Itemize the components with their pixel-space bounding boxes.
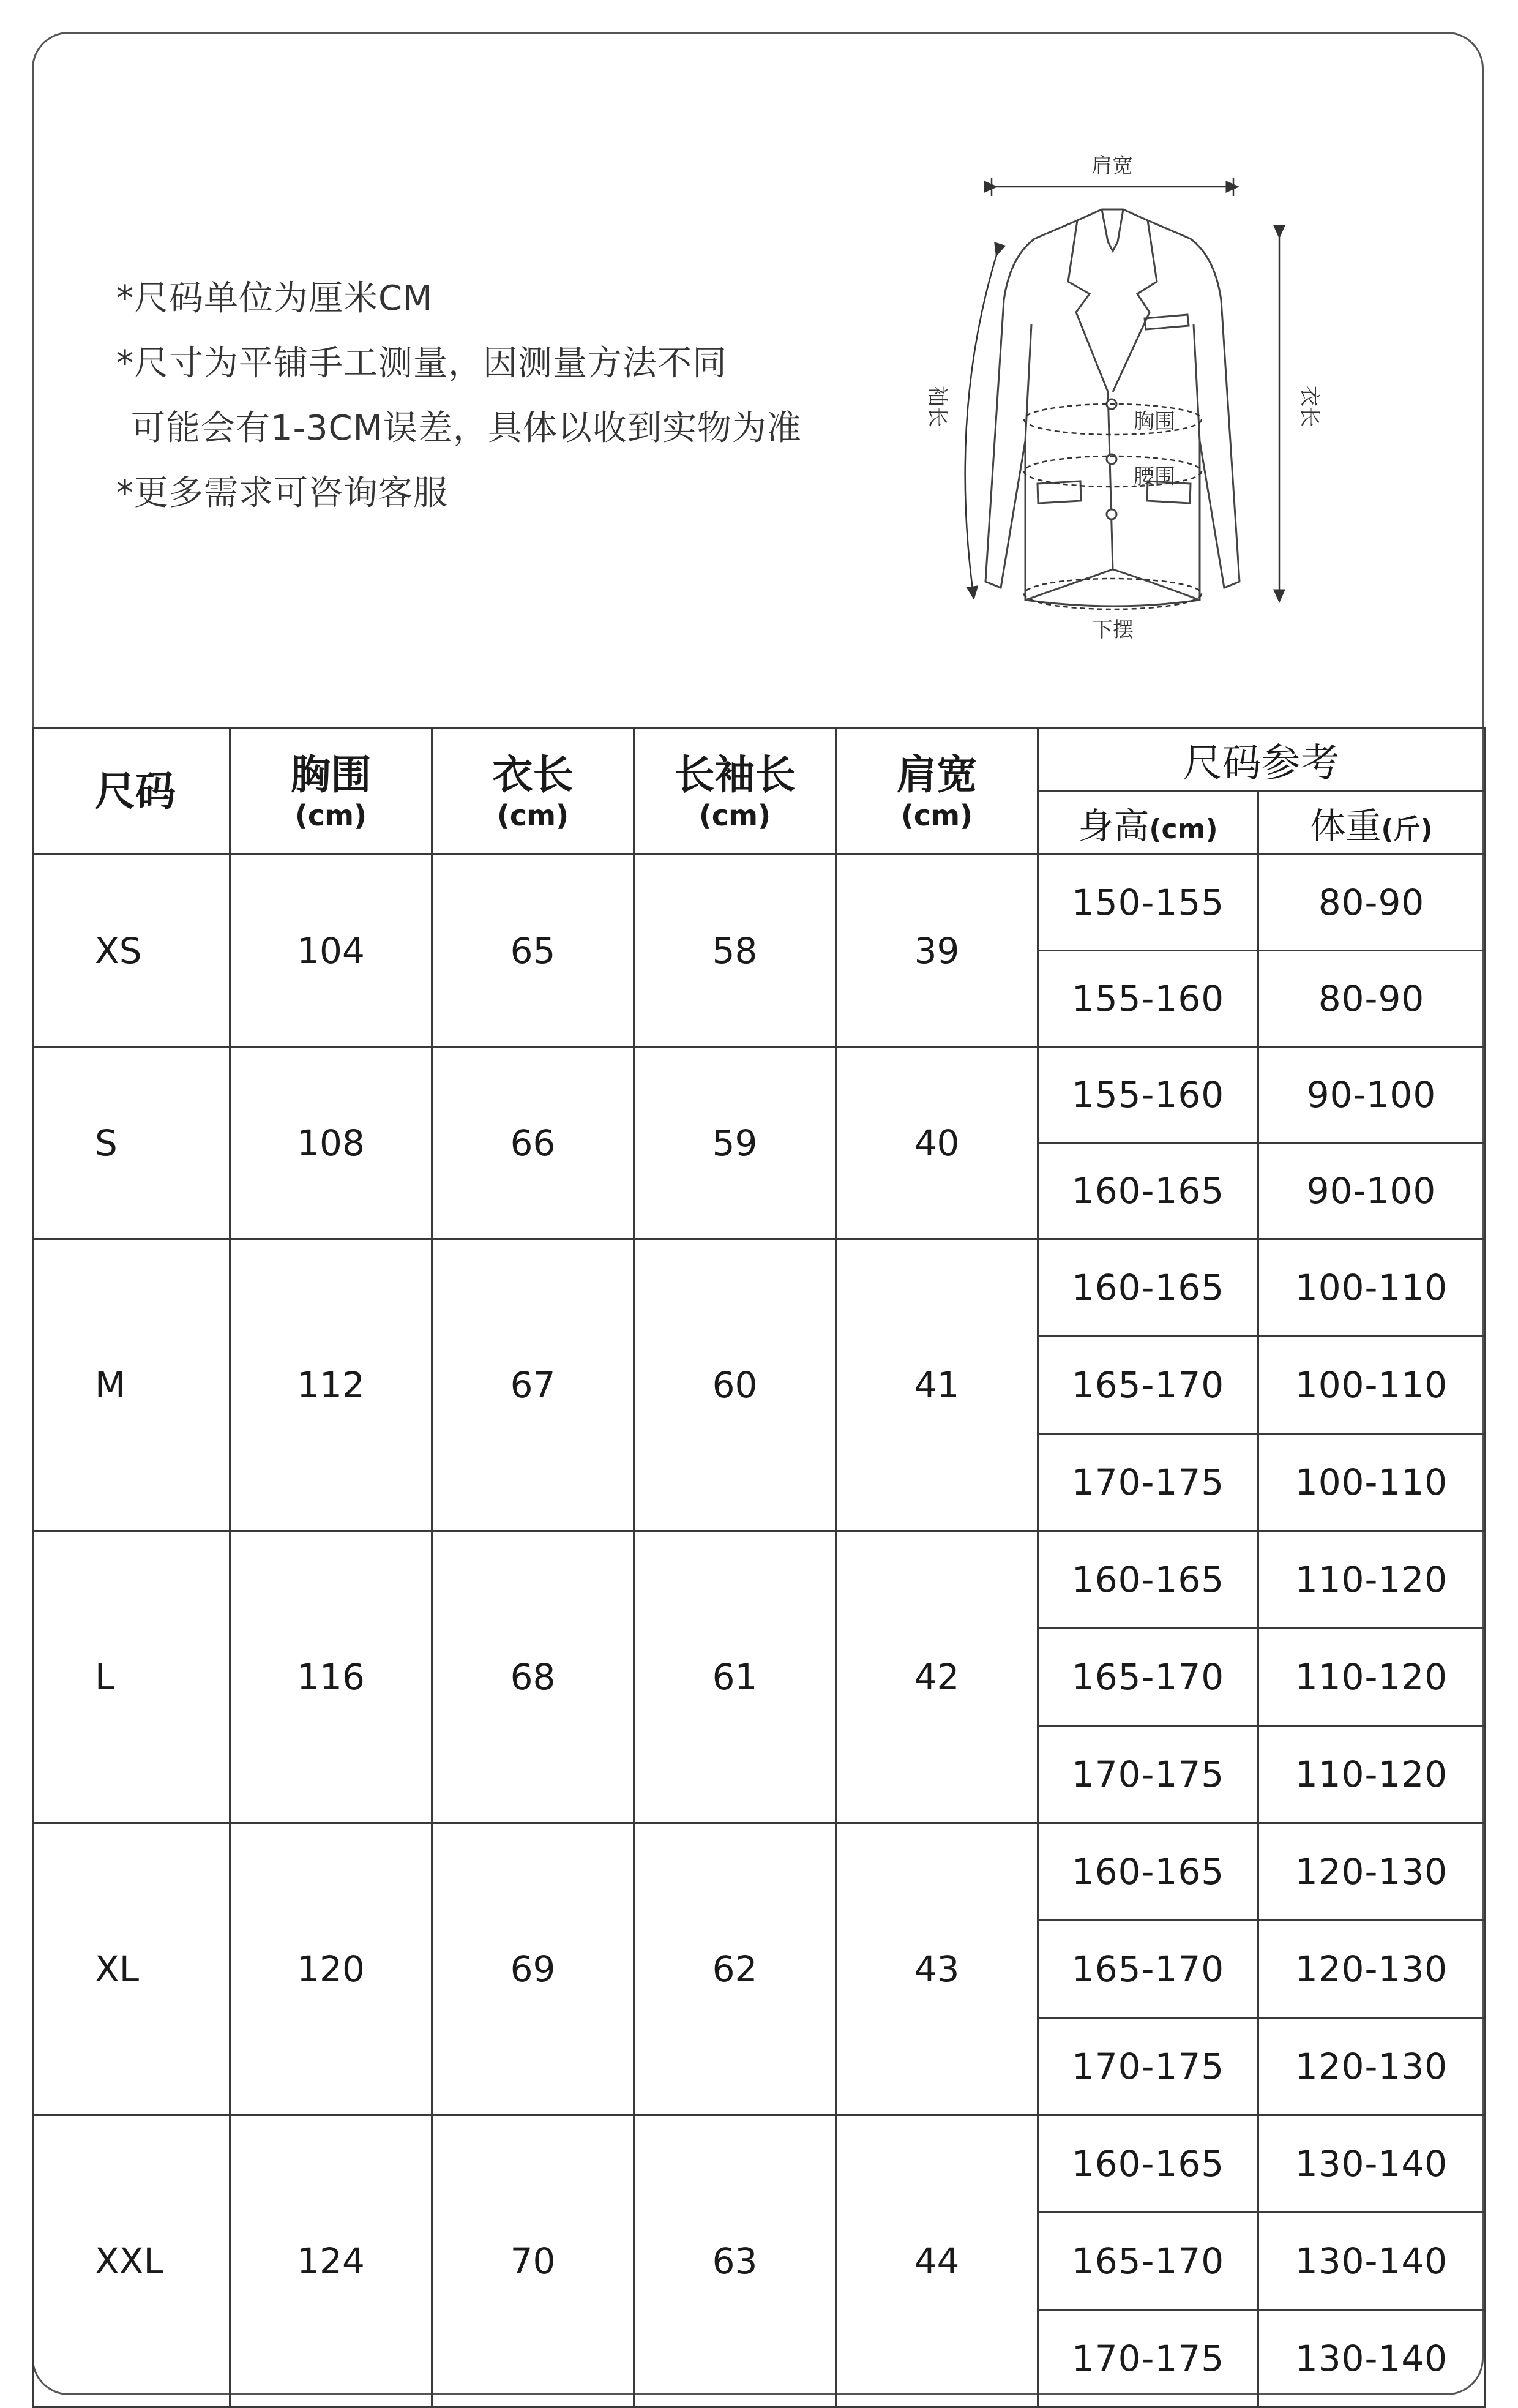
header-row — [33, 729, 1485, 792]
header-shoulder: 肩宽 (cm) — [836, 729, 1038, 855]
cell-weight: 110-120 — [1258, 1531, 1485, 1629]
cell-weight: 110-120 — [1258, 1629, 1485, 1726]
cell-height: 160-165 — [1038, 1823, 1258, 1921]
cell-chest: 124 — [230, 2115, 432, 2407]
cell-height: 155-160 — [1038, 951, 1258, 1047]
table-row — [33, 855, 1485, 951]
cell-sleeve: 58 — [634, 855, 836, 1047]
cell-height: 160-165 — [1038, 1531, 1258, 1629]
cell-height: 165-170 — [1038, 1921, 1258, 2018]
cell-chest: 104 — [230, 855, 432, 1047]
cell-size: XS — [33, 855, 230, 1047]
cell-sleeve: 59 — [634, 1047, 836, 1239]
jacket-illustration — [894, 141, 1359, 649]
size-notes — [116, 266, 802, 526]
cell-size: S — [33, 1047, 230, 1239]
table-row — [33, 1047, 1485, 1143]
table-row — [33, 2115, 1485, 2213]
cell-height: 170-175 — [1038, 1434, 1258, 1531]
note-service: *更多需求可咨询客服 — [116, 473, 448, 513]
cell-weight: 110-120 — [1258, 1726, 1485, 1823]
cell-weight: 130-140 — [1258, 2310, 1485, 2407]
cell-length: 70 — [432, 2115, 634, 2407]
cell-weight: 120-130 — [1258, 1823, 1485, 1921]
cell-weight: 130-140 — [1258, 2213, 1485, 2310]
cell-chest: 116 — [230, 1531, 432, 1823]
cell-shoulder: 41 — [836, 1239, 1038, 1531]
cell-size: XL — [33, 1823, 230, 2115]
cell-height: 150-155 — [1038, 855, 1258, 951]
cell-weight: 120-130 — [1258, 2018, 1485, 2115]
cell-weight: 80-90 — [1258, 855, 1485, 951]
cell-weight: 90-100 — [1258, 1047, 1485, 1143]
cell-shoulder: 44 — [836, 2115, 1038, 2407]
cell-length: 66 — [432, 1047, 634, 1239]
note-unit: *尺码单位为厘米CM — [116, 279, 433, 318]
header-sleeve: 长袖长 (cm) — [634, 729, 836, 855]
cell-weight: 90-100 — [1258, 1143, 1485, 1239]
cell-weight: 120-130 — [1258, 1921, 1485, 2018]
cell-length: 65 — [432, 855, 634, 1047]
header-height: 身高(cm) — [1038, 792, 1258, 855]
note-tolerance: 可能会有1-3CM误差，具体以收到实物为准 — [131, 408, 802, 448]
note-measurement: *尺寸为平铺手工测量，因测量方法不同 — [116, 343, 727, 383]
header-chest: 胸围 (cm) — [230, 729, 432, 855]
label-hem: 下摆 — [1092, 618, 1134, 642]
cell-size: XXL — [33, 2115, 230, 2407]
cell-height: 160-165 — [1038, 1239, 1258, 1337]
cell-sleeve: 63 — [634, 2115, 836, 2407]
cell-weight: 100-110 — [1258, 1434, 1485, 1531]
cell-shoulder: 43 — [836, 1823, 1038, 2115]
cell-chest: 112 — [230, 1239, 432, 1531]
cell-size: L — [33, 1531, 230, 1823]
header-reference: 尺码参考 — [1038, 729, 1485, 792]
label-waist: 腰围 — [1134, 465, 1175, 489]
cell-height: 170-175 — [1038, 2018, 1258, 2115]
size-table — [32, 727, 1486, 2408]
cell-height: 165-170 — [1038, 1337, 1258, 1434]
cell-height: 160-165 — [1038, 2115, 1258, 2213]
cell-chest: 108 — [230, 1047, 432, 1239]
label-chest: 胸围 — [1134, 410, 1175, 434]
cell-sleeve: 62 — [634, 1823, 836, 2115]
cell-sleeve: 61 — [634, 1531, 836, 1823]
cell-height: 170-175 — [1038, 2310, 1258, 2407]
cell-sleeve: 60 — [634, 1239, 836, 1531]
header-weight: 体重(斤) — [1258, 792, 1485, 855]
cell-shoulder: 40 — [836, 1047, 1038, 1239]
cell-length: 69 — [432, 1823, 634, 2115]
table-row — [33, 1239, 1485, 1337]
table-row — [33, 1823, 1485, 1921]
cell-height: 170-175 — [1038, 1726, 1258, 1823]
jacket-measurement-diagram — [894, 141, 1359, 649]
label-shoulder: 肩宽 — [1091, 154, 1133, 178]
cell-height: 165-170 — [1038, 2213, 1258, 2310]
cell-weight: 100-110 — [1258, 1239, 1485, 1337]
header-size: 尺码 — [33, 729, 230, 855]
table-row — [33, 1531, 1485, 1629]
cell-chest: 120 — [230, 1823, 432, 2115]
cell-length: 68 — [432, 1531, 634, 1823]
cell-size: M — [33, 1239, 230, 1531]
cell-height: 165-170 — [1038, 1629, 1258, 1726]
cell-height: 160-165 — [1038, 1143, 1258, 1239]
cell-weight: 100-110 — [1258, 1337, 1485, 1434]
header-length: 衣长 (cm) — [432, 729, 634, 855]
label-length: 衣长 — [1297, 386, 1322, 427]
cell-height: 155-160 — [1038, 1047, 1258, 1143]
cell-weight: 130-140 — [1258, 2115, 1485, 2213]
cell-shoulder: 39 — [836, 855, 1038, 1047]
label-sleeve: 袖长 — [925, 386, 949, 427]
cell-shoulder: 42 — [836, 1531, 1038, 1823]
cell-weight: 80-90 — [1258, 951, 1485, 1047]
cell-length: 67 — [432, 1239, 634, 1531]
